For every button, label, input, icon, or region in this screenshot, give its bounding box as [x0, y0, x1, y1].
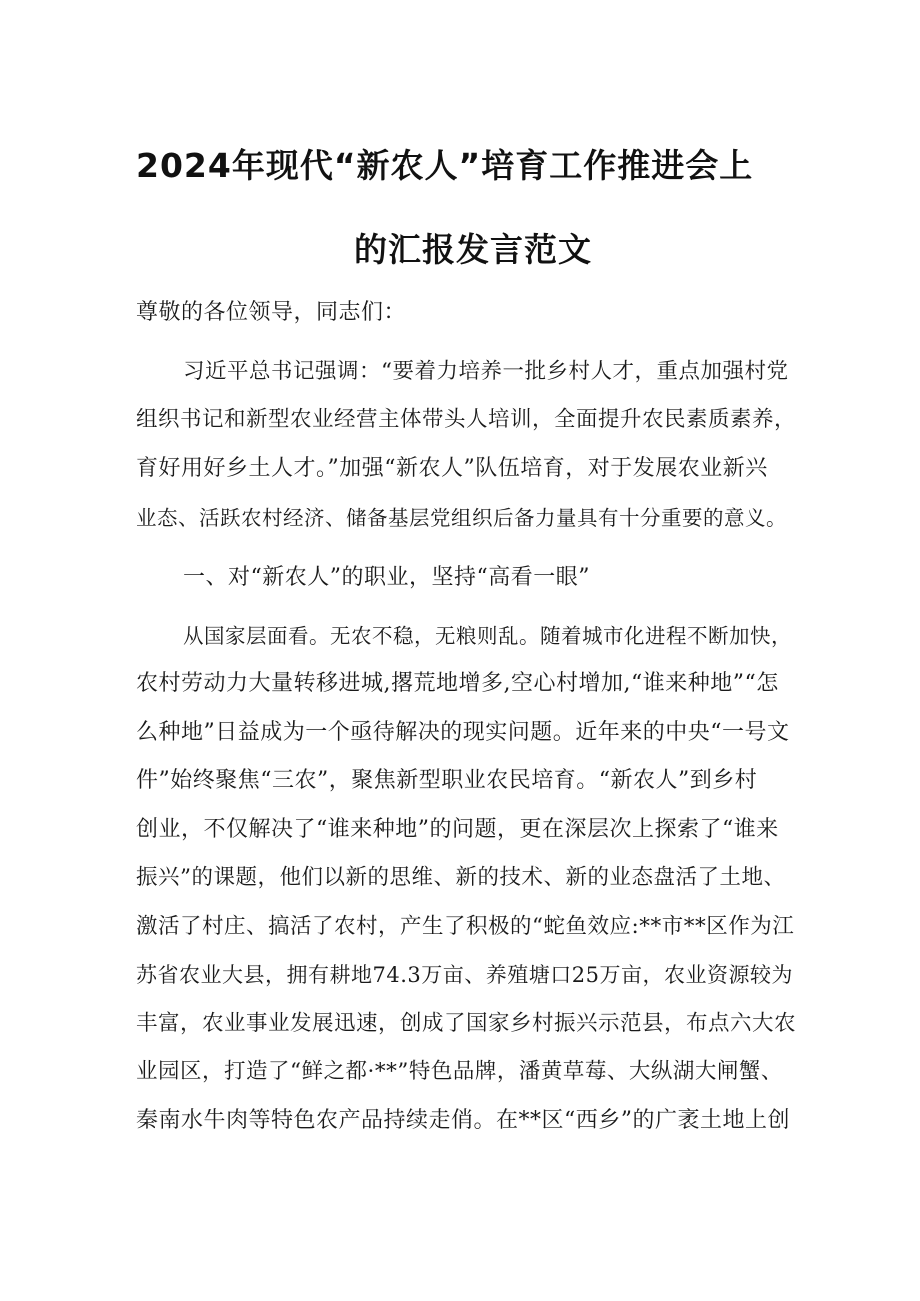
- paragraph-2-line: 从国家层面看。无农不稳，无粮则乱。随着城市化进程不断加快，: [183, 624, 792, 648]
- paragraph-2-line: 件”始终聚焦“三农”，聚焦新型职业农民培育。“新农人”到乡村: [136, 768, 758, 793]
- paragraph-2-line: 激活了村庄、搞活了农村，产生了积极的“蛇鱼效应:**市**区作为江: [136, 914, 795, 939]
- paragraph-1-line: 育好用好乡土人才。”加强“新农人”队伍培育，对于发展农业新兴: [136, 456, 768, 481]
- paragraph-1-line: 组织书记和新型农业经营主体带头人培训，全面提升农民素质素养，: [136, 407, 797, 432]
- paragraph-2-line: 秦南水牛肉等特色农产品持续走俏。在**区“西乡”的广袤土地上创: [136, 1108, 790, 1133]
- section-heading-1: 一、对“新农人”的职业，坚持“高看一眼”: [183, 565, 590, 590]
- document-title-line-1: 2024年现代“新农人”培育工作推进会上: [136, 146, 754, 185]
- paragraph-2-line: 业园区，打造了“鲜之都·**”特色品牌，潘黄草莓、大纵湖大闸蟹、: [136, 1059, 783, 1084]
- paragraph-1-line: 习近平总书记强调：“要着力培养一批乡村人才，重点加强村党: [183, 359, 789, 384]
- paragraph-2-line: 苏省农业大县，拥有耕地74.3万亩、养殖塘口25万亩，农业资源较为: [136, 963, 793, 987]
- paragraph-2-line: 振兴”的课题，他们以新的思维、新的技术、新的业态盘活了土地、: [136, 865, 786, 890]
- paragraph-2-line: 农村劳动力大量转移进城,撂荒地增多,空心村增加,“谁来种地”“怎: [136, 671, 779, 696]
- paragraph-2-line: 么种地”日益成为一个亟待解决的现实问题。近年来的中央“一号文: [136, 720, 790, 745]
- paragraph-2-line: 创业，不仅解决了“谁来种地”的问题，更在深层次上探索了“谁来: [136, 817, 779, 842]
- document-title-line-2: 的汇报发言范文: [354, 230, 592, 269]
- paragraph-1-line: 业态、活跃农村经济、储备基层党组织后备力量具有十分重要的意义。: [136, 506, 787, 530]
- salutation: 尊敬的各位领导，同志们：: [136, 300, 407, 325]
- paragraph-2-line: 丰富，农业事业发展迅速，创成了国家乡村振兴示范县，布点六大农: [136, 1011, 797, 1036]
